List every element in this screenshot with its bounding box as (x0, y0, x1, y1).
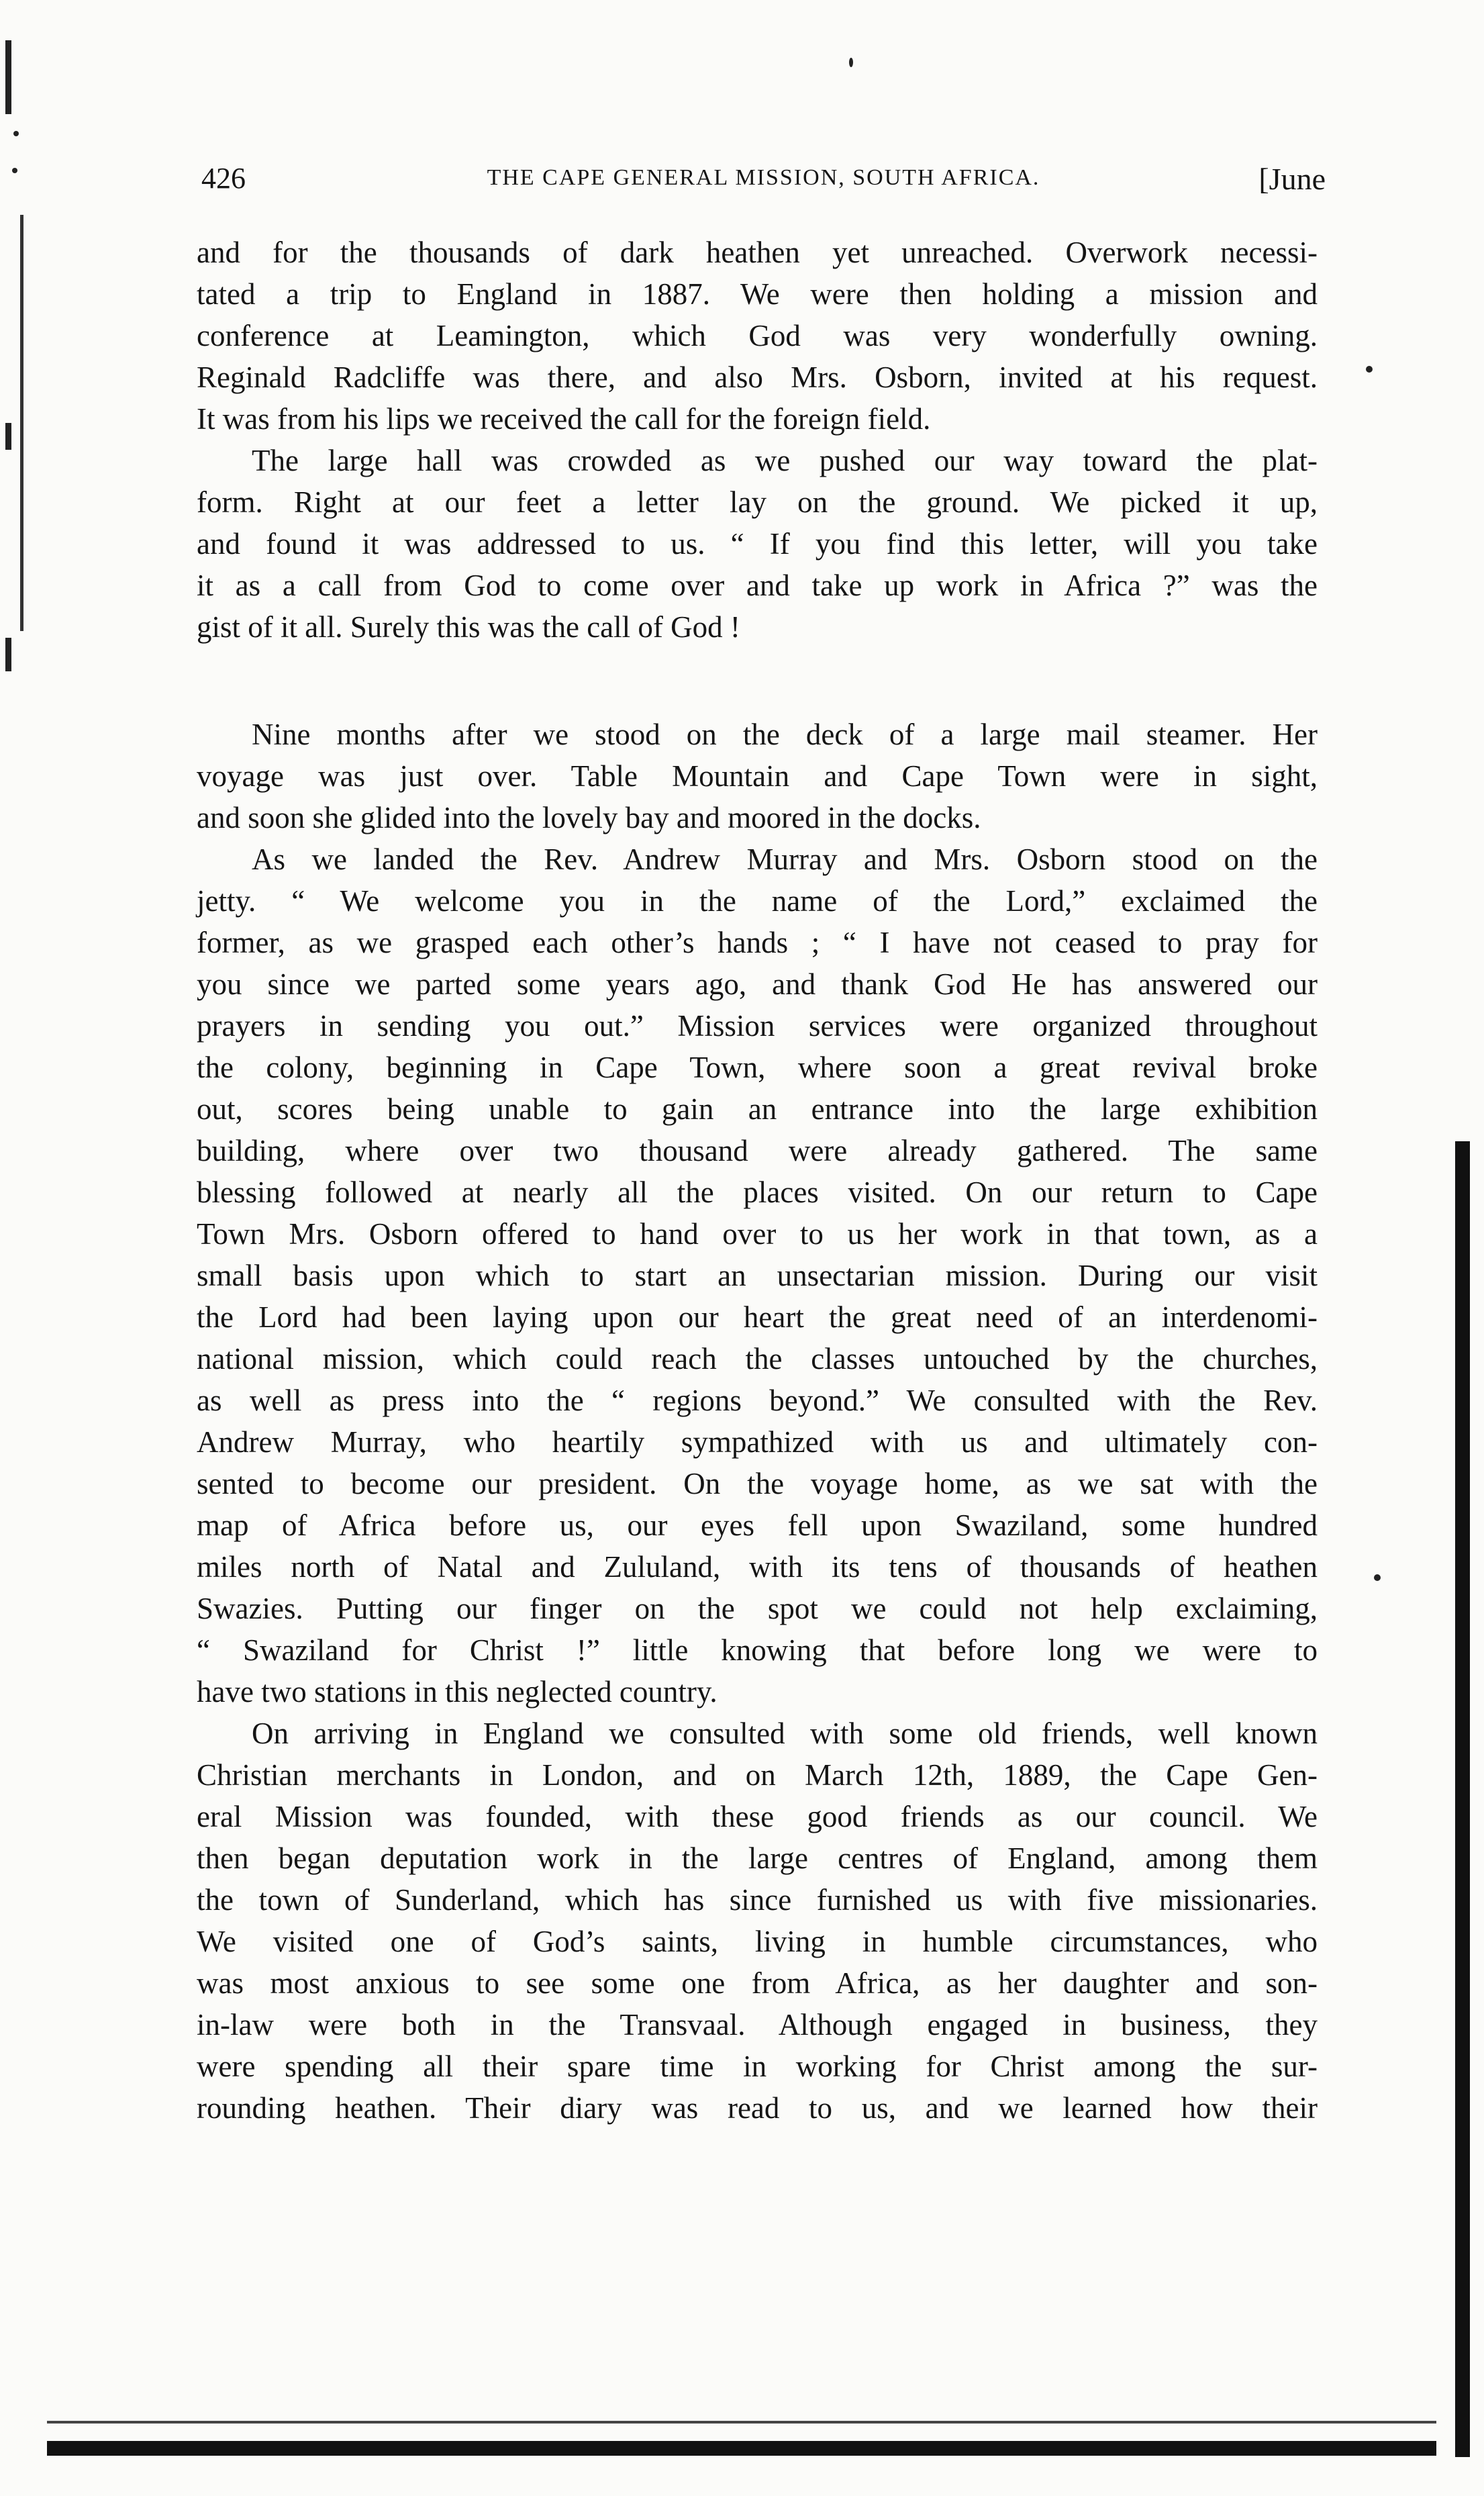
text-line: you since we parted some years ago, and thank God He has answered our (197, 967, 1318, 1001)
text-line: rounding heathen. Their diary was read to us, and we learned how their (197, 2091, 1318, 2125)
scan-speck (1366, 366, 1373, 373)
text-line: The large hall was crowded as we pushed our way toward the plat- (252, 444, 1318, 477)
text-line: were spending all their spare time in working for Christ among the sur- (197, 2050, 1318, 2083)
text-line: “ Swaziland for Christ !” little knowing that before long we were to (197, 1633, 1318, 1667)
text-line: Christian merchants in London, and on March 12th, 1889, the Cape Gen- (197, 1758, 1318, 1792)
page-number: 426 (201, 162, 246, 195)
text-line: Town Mrs. Osborn offered to hand over to us her work in that town, as a (197, 1217, 1318, 1251)
scan-bottom-edge-thin (47, 2421, 1436, 2423)
text-line: as well as press into the “ regions beyond.” We consulted with the Rev. (197, 1384, 1318, 1417)
text-line: it as a call from God to come over and take up work in Africa ?” was the (197, 569, 1318, 602)
text-block-lower (197, 714, 1318, 2129)
scan-speck (849, 58, 853, 67)
text-line: the town of Sunderland, which has since furnished us with five missionaries. (197, 1883, 1318, 1917)
text-line: On arriving in England we consulted with some old friends, well known (252, 1717, 1318, 1750)
text-line: voyage was just over. Table Mountain and Cape Town were in sight, (197, 759, 1318, 793)
text-line: sented to become our president. On the voyage home, as we sat with the (197, 1467, 1318, 1500)
text-block-upper (197, 232, 1318, 648)
text-line: map of Africa before us, our eyes fell upon Swaziland, some hundred (197, 1508, 1318, 1542)
text-line: conference at Leamington, which God was very wonderfully owning. (197, 319, 1318, 352)
text-line: Nine months after we stood on the deck of a large mail steamer. Her (252, 718, 1318, 751)
scan-mark (5, 40, 11, 114)
text-line: eral Mission was founded, with these good friends as our council. We (197, 1800, 1318, 1833)
text-line: It was from his lips we received the call for the foreign field. (197, 402, 931, 436)
text-line: and found it was addressed to us. “ If you find this letter, will you take (197, 527, 1318, 561)
paragraph (197, 1713, 1318, 2129)
text-line: tated a trip to England in 1887. We were then holding a mission and (197, 277, 1318, 311)
text-line: Swazies. Putting our finger on the spot we could not help exclaiming, (197, 1592, 1318, 1625)
paragraph (197, 232, 1318, 440)
running-header (201, 161, 1326, 208)
text-line: Andrew Murray, who heartily sympathized with us and ultimately con- (197, 1425, 1318, 1459)
text-line: As we landed the Rev. Andrew Murray and Mrs. Osborn stood on the (252, 843, 1318, 876)
text-line: form. Right at our feet a letter lay on the ground. We picked it up, (197, 485, 1318, 519)
text-line: the colony, beginning in Cape Town, where soon a great revival broke (197, 1051, 1318, 1084)
text-line: former, as we grasped each other’s hands ; “ I have not ceased to pray for (197, 926, 1318, 959)
scan-mark (5, 638, 11, 671)
paragraph (197, 838, 1318, 1713)
scan-speck (12, 168, 17, 173)
text-line: prayers in sending you out.” Mission services were organized throughout (197, 1009, 1318, 1043)
scan-speck (1374, 1574, 1381, 1581)
text-line: in-law were both in the Transvaal. Although engaged in business, they (197, 2008, 1318, 2042)
text-line: and for the thousands of dark heathen yet unreached. Overwork necessi- (197, 236, 1318, 269)
paragraph (197, 440, 1318, 648)
scan-page-edge (1455, 1141, 1470, 2457)
scan-speck (13, 131, 19, 136)
text-line: was most anxious to see some one from Africa, as her daughter and son- (197, 1966, 1318, 2000)
scan-bottom-edge (47, 2441, 1436, 2456)
text-line: We visited one of God’s saints, living in humble circumstances, who (197, 1925, 1318, 1958)
text-line: jetty. “ We welcome you in the name of the Lord,” exclaimed the (197, 884, 1318, 918)
text-line: building, where over two thousand were already gathered. The same (197, 1134, 1318, 1167)
text-line: national mission, which could reach the classes untouched by the churches, (197, 1342, 1318, 1376)
text-line: and soon she glided into the lovely bay and moored in the docks. (197, 801, 981, 834)
text-line: miles north of Natal and Zululand, with its tens of thousands of heathen (197, 1550, 1318, 1584)
text-line: gist of it all. Surely this was the call of God ! (197, 610, 740, 644)
text-line: Reginald Radcliffe was there, and also Mrs. Osborn, invited at his request. (197, 361, 1318, 394)
running-date: [June (1258, 162, 1326, 196)
text-line: small basis upon which to start an unsectarian mission. During our visit (197, 1259, 1318, 1292)
text-line: then began deputation work in the large centres of England, among them (197, 1841, 1318, 1875)
running-title: THE CAPE GENERAL MISSION, SOUTH AFRICA. (487, 165, 1040, 190)
scan-margin-line (20, 215, 23, 631)
text-line: out, scores being unable to gain an entrance into the large exhibition (197, 1092, 1318, 1126)
text-line: the Lord had been laying upon our heart the great need of an interdenomi- (197, 1300, 1318, 1334)
paragraph (197, 714, 1318, 838)
text-line: have two stations in this neglected country. (197, 1675, 718, 1709)
text-line: blessing followed at nearly all the places visited. On our return to Cape (197, 1175, 1318, 1209)
scan-mark (5, 423, 11, 450)
